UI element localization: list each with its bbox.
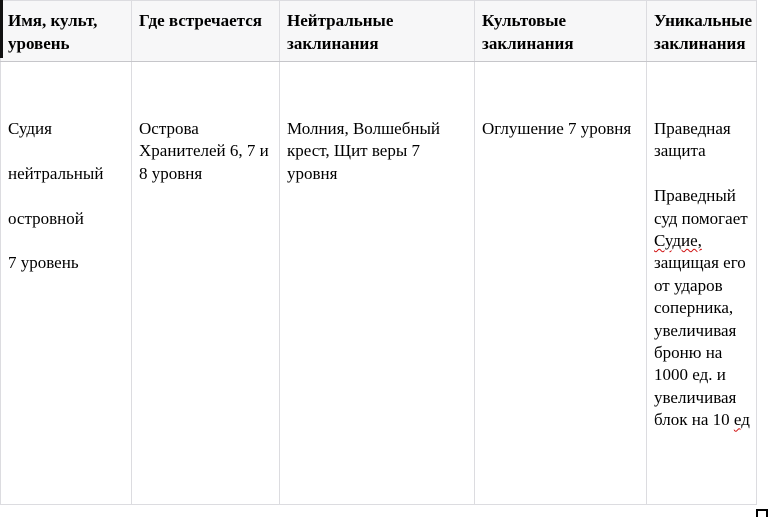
cell-cult-spells bbox=[475, 62, 647, 505]
desc-part: защищая его от ударов соперника, увеличивая броню на 1000 ед. и увеличивая блок на 10 bbox=[654, 253, 746, 430]
cell-unique-spells bbox=[647, 62, 757, 505]
cult-text: нейтральный bbox=[8, 163, 104, 183]
unique-spell-description bbox=[654, 185, 753, 431]
text-cursor-bar bbox=[0, 0, 3, 58]
location-text: Острова Хранителей 6, 7 и 8 уровня bbox=[139, 119, 269, 183]
misspelled-word: Судие, bbox=[654, 231, 702, 251]
col-header-location: Где встречается bbox=[132, 1, 280, 62]
table-row bbox=[1, 62, 757, 505]
spell-table-header bbox=[1, 1, 757, 62]
header-row bbox=[1, 1, 757, 62]
col-header-unique-spells: Уникальные заклинания bbox=[647, 1, 757, 62]
level-text: 7 уровень bbox=[8, 253, 79, 273]
table-resize-handle[interactable] bbox=[756, 509, 768, 517]
cult-spells-text: Оглушение 7 уровня bbox=[482, 119, 632, 138]
neutral-spells-text: Молния, Волшебный крест, Щит веры 7 уровня bbox=[287, 119, 440, 183]
col-header-neutral-spells: Нейтральные заклинания bbox=[280, 1, 475, 62]
type-text: островной bbox=[8, 208, 84, 228]
unique-spell-title: Праведная защита bbox=[654, 119, 731, 161]
cell-location bbox=[132, 62, 280, 505]
desc-part: Праведный суд помогает bbox=[654, 186, 748, 228]
cell-name-cult-level bbox=[1, 62, 132, 505]
col-header-cult-spells: Культовые заклинания bbox=[475, 1, 647, 62]
misspelled-word: ед bbox=[733, 410, 750, 430]
name-text: Судия bbox=[8, 119, 52, 138]
spell-table-body bbox=[1, 62, 757, 505]
col-header-name-cult-level: Имя, культ, уровень bbox=[1, 1, 132, 62]
cell-neutral-spells bbox=[280, 62, 475, 505]
